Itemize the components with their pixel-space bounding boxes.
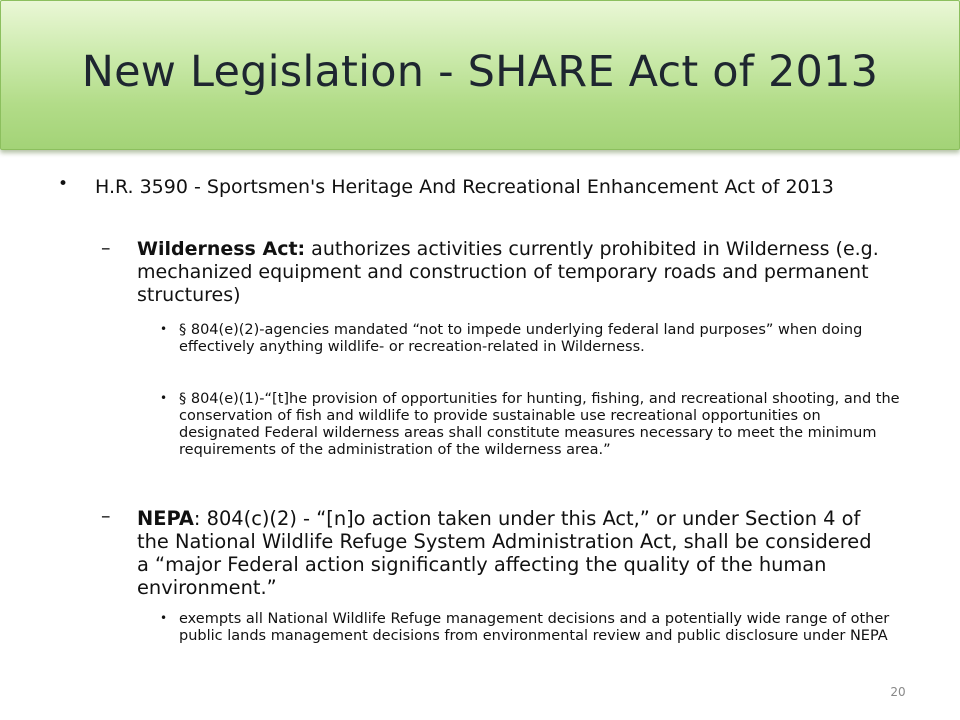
dash-marker: –: [101, 505, 111, 527]
bullet-marker: •: [160, 322, 168, 336]
nepa-text: : 804(c)(2) - “[n]o action taken under this Act,” or under Section 4 of the National Wildlife Refuge System Administration Act, shall be considered a “major Federal action significantly affecting the quality of the human environment.”: [137, 507, 872, 599]
nepa-sub-1: exempts all National Wildlife Refuge management decisions and a potentially wide range of other public lands management decisions from environmental review and public disclosure under NEPA: [179, 611, 890, 644]
bullet-marker: •: [58, 174, 69, 194]
dash-marker: –: [101, 237, 111, 259]
wilderness-label: Wilderness Act:: [137, 238, 306, 260]
bullet-marker: •: [160, 391, 168, 405]
nepa-label: NEPA: [137, 507, 194, 530]
bullet-marker: •: [160, 611, 168, 625]
wilderness-text: authorizes activities currently prohibited in Wilderness (e.g. mechanized equipment and construction of temporary roads and permanent structures): [137, 238, 879, 306]
page-number: 20: [890, 685, 906, 699]
wilderness-sub-2: § 804(e)(1)-“[t]he provision of opportunities for hunting, fishing, and recreational shooting, and the conservation of fish and wildlife to provide sustainable use recreational opportunities on designated Federal wilderness areas shall constitute measures necessary to meet the minimum requirements of the administration of the wilderness area.”: [179, 391, 900, 458]
wilderness-bullet: [137, 238, 889, 307]
main-bullet: H.R. 3590 - Sportsmen's Heritage And Recreational Enhancement Act of 2013: [95, 176, 834, 198]
wilderness-sub-1: § 804(e)(2)-agencies mandated “not to impede underlying federal land purposes” when doing effectively anything wildlife- or recreation-related in Wilderness.: [179, 322, 863, 355]
slide-title: New Legislation - SHARE Act of 2013: [81, 47, 879, 97]
nepa-bullet: [137, 507, 889, 599]
title-banner: [0, 0, 960, 150]
